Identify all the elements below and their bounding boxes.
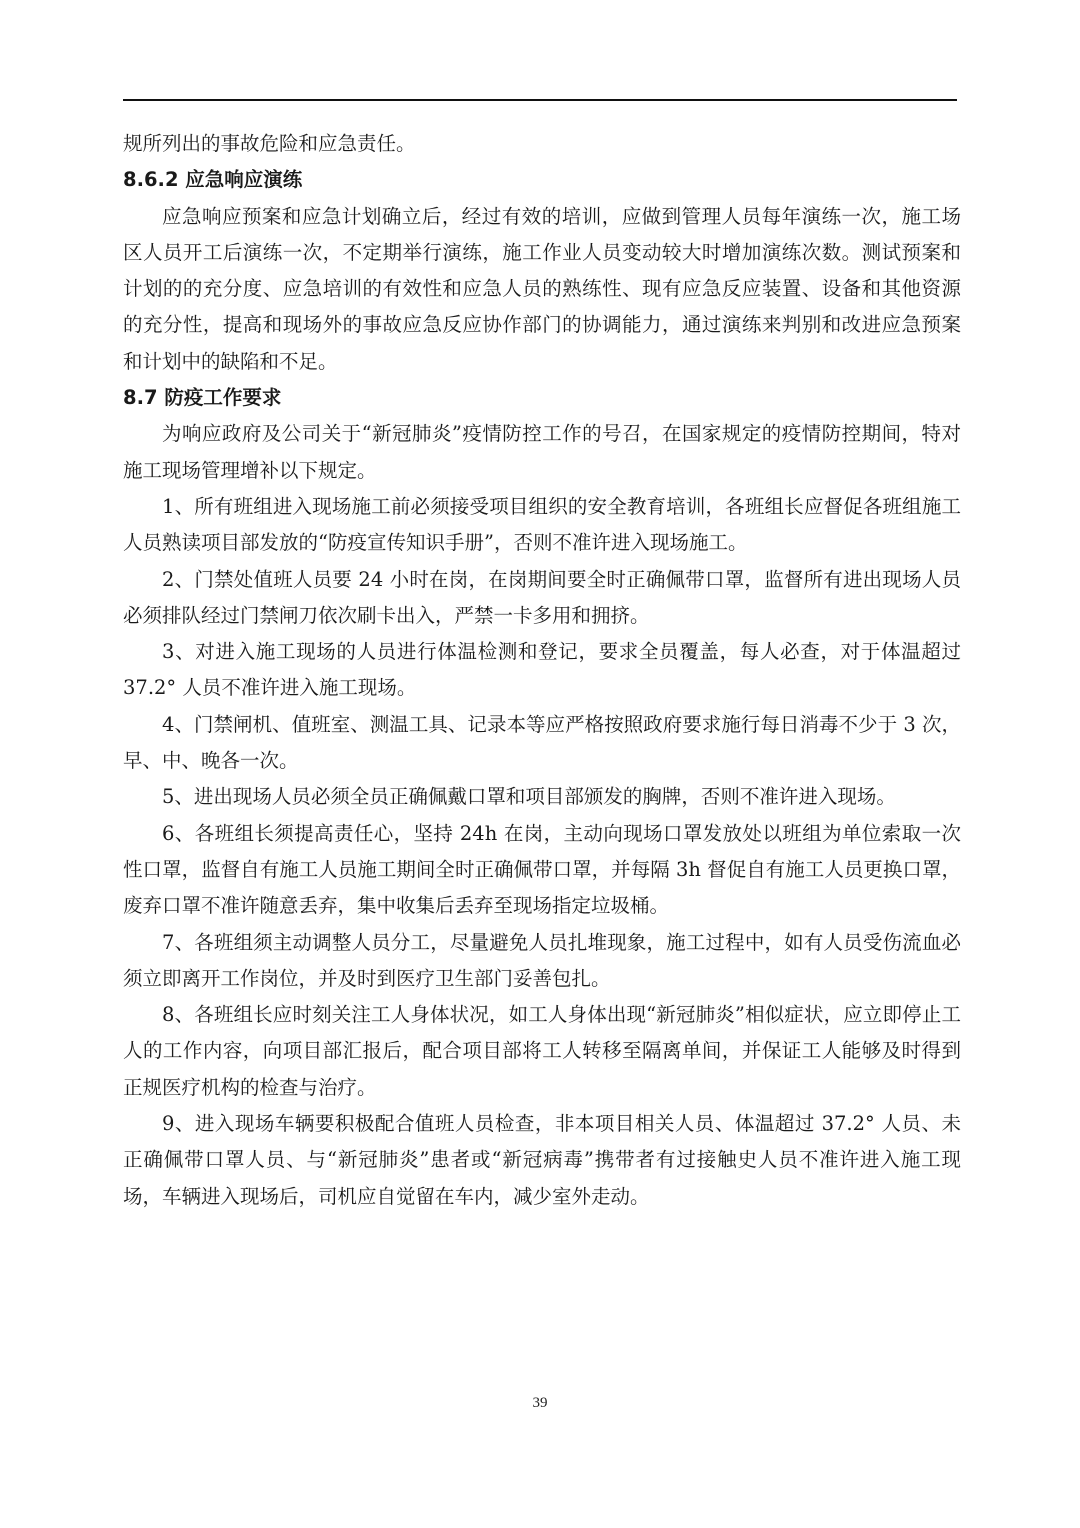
rule-item-4: 4、门禁闸机、值班室、测温工具、记录本等应严格按照政府要求施行每日消毒不少于 3 次，早、中、晚各一次。 (123, 712, 961, 773)
rule-item-1: 1、所有班组进入现场施工前必须接受项目组织的安全教育培训，各班组长应督促各班组施工人员熟读项目部发放的“防疫宣传知识手册”，否则不准许进入现场施工。 (123, 494, 961, 555)
rule-item-3: 3、对进入施工现场的人员进行体温检测和登记，要求全员覆盖，每人必查，对于体温超过 37.2° 人员不准许进入施工现场。 (123, 640, 961, 700)
rule-item-8: 8、各班组长应时刻关注工人身体状况，如工人身体出现“新冠肺炎”相似症状，应立即停止工人的工作内容，向项目部汇报后，配合项目部将工人转移至隔离单间，并保证工人能够及时得到正规医疗机构的检查与治疗。 (123, 1003, 961, 1099)
rule-item-5: 5、进出现场人员必须全员正确佩戴口罩和项目部颁发的胸牌，否则不准许进入现场。 (162, 785, 896, 809)
rule-item-7: 7、各班组须主动调整人员分工，尽量避免人员扎堆现象，施工过程中，如有人员受伤流血必须立即离开工作岗位，并及时到医疗卫生部门妥善包扎。 (123, 930, 961, 990)
rule-item-2: 2、门禁处值班人员要 24 小时在岗，在岗期间要全时正确佩带口罩，监督所有进出现场人员必须排队经过门禁闸刀依次刷卡出入，严禁一卡多用和拥挤。 (123, 567, 961, 627)
epidemic-intro-paragraph: 为响应政府及公司关于“新冠肺炎”疫情防控工作的号召，在国家规定的疫情防控期间，特对施工现场管理增补以下规定。 (123, 422, 961, 482)
rule-item-6: 6、各班组长须提高责任心，坚持 24h 在岗，主动向现场口罩发放处以班组为单位索取一次性口罩，监督自有施工人员施工期间全时正确佩带口罩，并每隔 3h 督促自有施工人员更换口罩，废弃口罩不准许随意丢弃，集中收集后丢弃至现场指定垃圾桶。 (123, 821, 961, 918)
section-heading-8-7: 8.7 防疫工作要求 (123, 386, 282, 410)
page-number: 39 (532, 1395, 548, 1411)
rule-item-9: 9、进入现场车辆要积极配合值班人员检查，非本项目相关人员、体温超过 37.2° 人员、未正确佩带口罩人员、与“新冠肺炎”患者或“新冠病毒”携带者有过接触史人员不准许进入施工现场，车辆进入现场后，司机应自觉留在车内，减少室外走动。 (123, 1112, 961, 1208)
header-rule (123, 99, 957, 101)
document-body (123, 126, 961, 1215)
continuation-paragraph: 规所列出的事故危险和应急责任。 (123, 132, 416, 155)
section-heading-8-6-2: 8.6.2 应急响应演练 (123, 168, 303, 192)
drill-paragraph: 应急响应预案和应急计划确立后，经过有效的培训，应做到管理人员每年演练一次，施工场区人员开工后演练一次，不定期举行演练，施工作业人员变动较大时增加演练次数。测试预案和计划的的充分度、应急培训的有效性和应急人员的熟练性、现有应急反应装置、设备和其他资源的充分性，提高和现场外的事故应急反应协作部门的协调能力，通过演练来判别和改进应急预案和计划中的缺陷和不足。 (123, 204, 961, 373)
